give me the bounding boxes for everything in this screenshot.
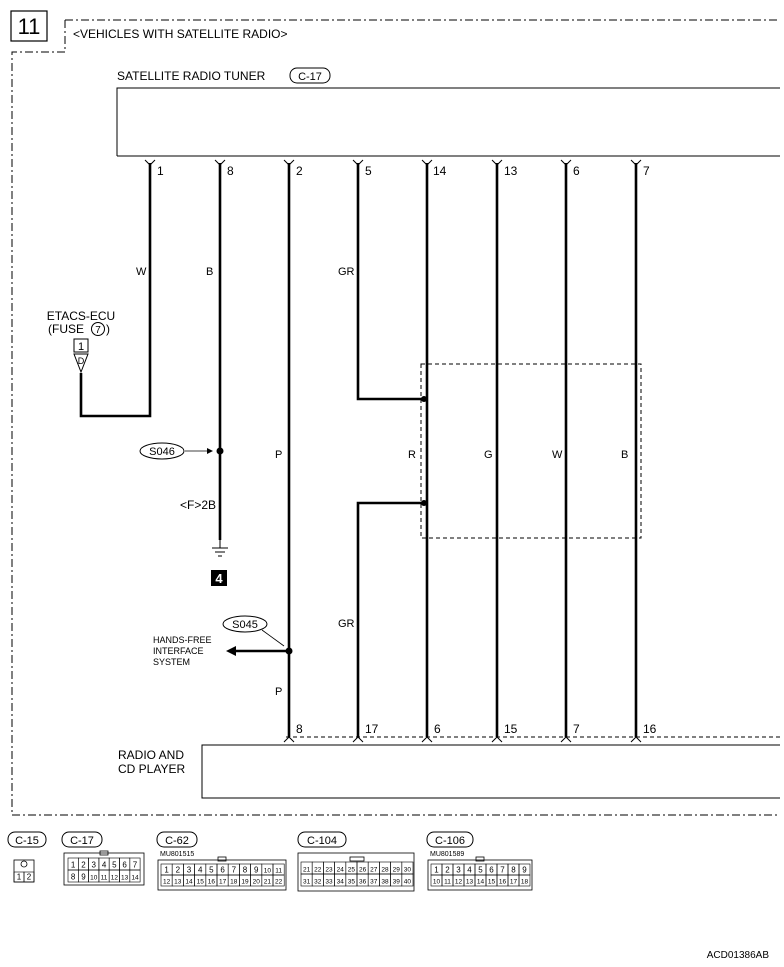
ground-marker: 4 [215,571,223,586]
splice-s046: S046 [149,446,175,458]
wire-8-b [206,160,234,540]
pin-number-c17: 13 [121,874,129,882]
wire-2-p [275,160,303,742]
pin-number-c17: 9 [81,872,86,882]
pin-number-c104: 29 [392,866,400,874]
pin-number-c106: 5 [478,865,483,875]
pin-number-c104: 22 [314,866,322,874]
wire-2-color-lower: P [275,686,283,698]
section-frame [12,20,780,815]
pin-number-c15: 1 [16,872,22,882]
pin-number-c62: 20 [252,878,260,886]
wire-2-bottom-pin: 8 [296,722,303,736]
wire-5-top-pin: 5 [365,164,372,178]
wire-14-r [408,160,447,742]
pin-number-c62: 15 [196,878,204,886]
splice-s045: S045 [232,619,258,631]
pin-number-c62: 9 [253,865,259,875]
section-title: <VEHICLES WITH SATELLITE RADIO> [73,27,288,41]
pin-number-c106: 2 [445,865,450,875]
wire-5-color-upper: GR [338,266,355,278]
etacs-terminal: 1 [77,341,85,353]
hands-free-line2: INTERFACE [153,646,204,656]
pin-number-c62: 6 [220,865,225,875]
pin-number-c106: 3 [456,865,461,875]
pin-number-c104: 30 [403,866,412,874]
pin-number-c62: 1 [164,865,169,875]
wire-14-top-pin: 14 [433,164,447,178]
pin-number-c104: 28 [381,866,389,874]
wire-8-color: B [206,266,214,278]
etacs-label: ETACS-ECU [46,309,116,323]
pin-number-c62: 16 [207,878,216,886]
tuner-label: SATELLITE RADIO TUNER [117,69,266,83]
pin-number-c17: 10 [90,874,98,882]
wire-14-bottom-pin: 6 [434,722,441,736]
pin-number-c104: 37 [370,878,378,886]
pin-number-c17: 1 [70,860,76,870]
pin-number-c62: 2 [175,865,181,875]
connector-id-c62: C-62 [165,835,189,847]
fuse-number: 7 [95,325,101,336]
pin-number-c106: 17 [509,878,518,886]
wire-1-top-pin: 1 [157,164,164,178]
pin-number-c17: 5 [112,860,117,870]
pin-number-c106: 6 [489,865,494,875]
etacs-fuse-close: ) [106,322,110,336]
pin-number-c104: 27 [370,866,378,874]
wire-1-color: W [136,266,147,278]
wire-13-bottom-pin: 15 [504,722,518,736]
radio-box [202,745,780,798]
connector-pin-cells [14,858,530,886]
pin-number-c106: 4 [467,865,472,875]
pin-number-c62: 12 [162,878,171,886]
pin-number-c104: 36 [358,878,367,886]
pin-number-c106: 12 [454,878,463,886]
pin-number-c104: 31 [302,878,311,886]
hands-free-arrow [226,646,236,656]
pin-number-c104: 39 [392,878,400,886]
pin-number-c106: 9 [522,865,527,875]
wire-13-top-pin: 13 [504,164,518,178]
pin-number-c104: 21 [302,866,311,874]
wire-5-color-lower: GR [338,618,355,630]
wire-2-top-pin: 2 [296,164,303,178]
etacs-connector-letter: D [77,356,85,366]
wire-14-color: R [408,449,416,461]
page-number: 11 [17,14,41,39]
document-code: ACD01386AB [706,950,769,961]
wire-6-w [552,160,580,742]
pin-number-c106: 8 [511,865,516,875]
pin-number-c104: 38 [381,878,389,886]
pin-number-c62: 7 [231,865,237,875]
pin-number-c62: 17 [218,878,227,886]
pin-number-c62: 4 [197,865,203,875]
pin-number-c106: 16 [498,878,507,886]
wire-7-color: B [621,449,629,461]
pin-number-c104: 23 [325,866,333,874]
pin-number-c17: 11 [100,874,108,882]
pin-number-c104: 40 [403,878,412,886]
wire-5-bottom-pin: 17 [365,722,379,736]
connector-part-c62: MU801515 [160,851,195,858]
pin-number-c106: 18 [520,878,529,886]
pin-number-c17: 14 [131,874,139,882]
pin-number-c15: 2 [26,872,32,882]
wire-1-w [81,160,164,416]
pin-number-c106: 10 [432,878,441,886]
pin-number-c62: 19 [241,878,249,886]
wire-6-color: W [552,449,563,461]
pin-number-c62: 3 [186,865,192,875]
etacs-fuse-label: (FUSE [48,322,84,336]
pin-number-c104: 32 [314,878,322,886]
connector-id-c15: C-15 [15,835,39,847]
pin-number-c62: 13 [174,878,182,886]
splice-s046-dot [217,448,224,455]
pin-number-c106: 13 [465,878,474,886]
connector-id-c106: C-106 [435,835,465,847]
pin-number-c62: 5 [209,865,214,875]
connector-legend [8,832,473,858]
pin-number-c62: 14 [185,878,193,886]
ground-icon [212,540,228,556]
wire-7-bottom-pin: 16 [643,722,657,736]
pin-number-c17: 4 [101,860,107,870]
pin-number-c62: 10 [263,867,272,875]
pin-number-c17: 3 [91,860,96,870]
hands-free-line1: HANDS-FREE [153,635,212,645]
pin-number-c104: 25 [347,866,356,874]
wire-13-g [484,160,518,742]
pin-number-c62: 11 [275,867,282,875]
pin-number-c17: 8 [70,872,76,882]
pin-number-c17: 7 [132,860,138,870]
connector-id-c104: C-104 [307,835,337,847]
pin-number-c106: 7 [500,865,505,875]
pin-number-c106: 14 [476,878,485,886]
wire-2-color-upper: P [275,449,283,461]
pin-number-c104: 34 [336,878,344,886]
radio-label-line2: CD PLAYER [118,762,186,776]
pin-number-c62: 22 [274,878,283,886]
wire-7-top-pin: 7 [643,164,650,178]
pin-number-c62: 8 [242,865,248,875]
shield-box [421,364,641,538]
pin-number-c104: 35 [347,878,356,886]
pin-number-c17: 12 [110,874,118,882]
pin-number-c104: 26 [358,866,367,874]
wire-6-bottom-pin: 7 [573,722,580,736]
pin-number-c106: 1 [434,865,439,875]
pin-number-c106: 15 [487,878,496,886]
tuner-box [117,88,780,156]
pin-number-c104: 33 [325,878,333,886]
tuner-connector-id: C-17 [298,71,322,83]
ground-label: <F>2B [180,498,217,512]
pin-number-c104: 24 [336,866,344,874]
connector-part-c106: MU801589 [430,851,465,858]
wire-13-color: G [484,449,493,461]
radio-label-line1: RADIO AND [118,748,185,762]
pin-number-c17: 2 [81,860,86,870]
hands-free-line3: SYSTEM [153,657,191,667]
pin-number-c17: 6 [122,860,127,870]
pin-number-c106: 11 [444,878,451,886]
wire-6-top-pin: 6 [573,164,580,178]
wire-8-top-pin: 8 [227,164,234,178]
pin-number-c62: 21 [263,878,272,886]
connector-id-c17: C-17 [70,835,94,847]
pin-number-c62: 18 [230,878,238,886]
wire-7-b [621,160,657,742]
